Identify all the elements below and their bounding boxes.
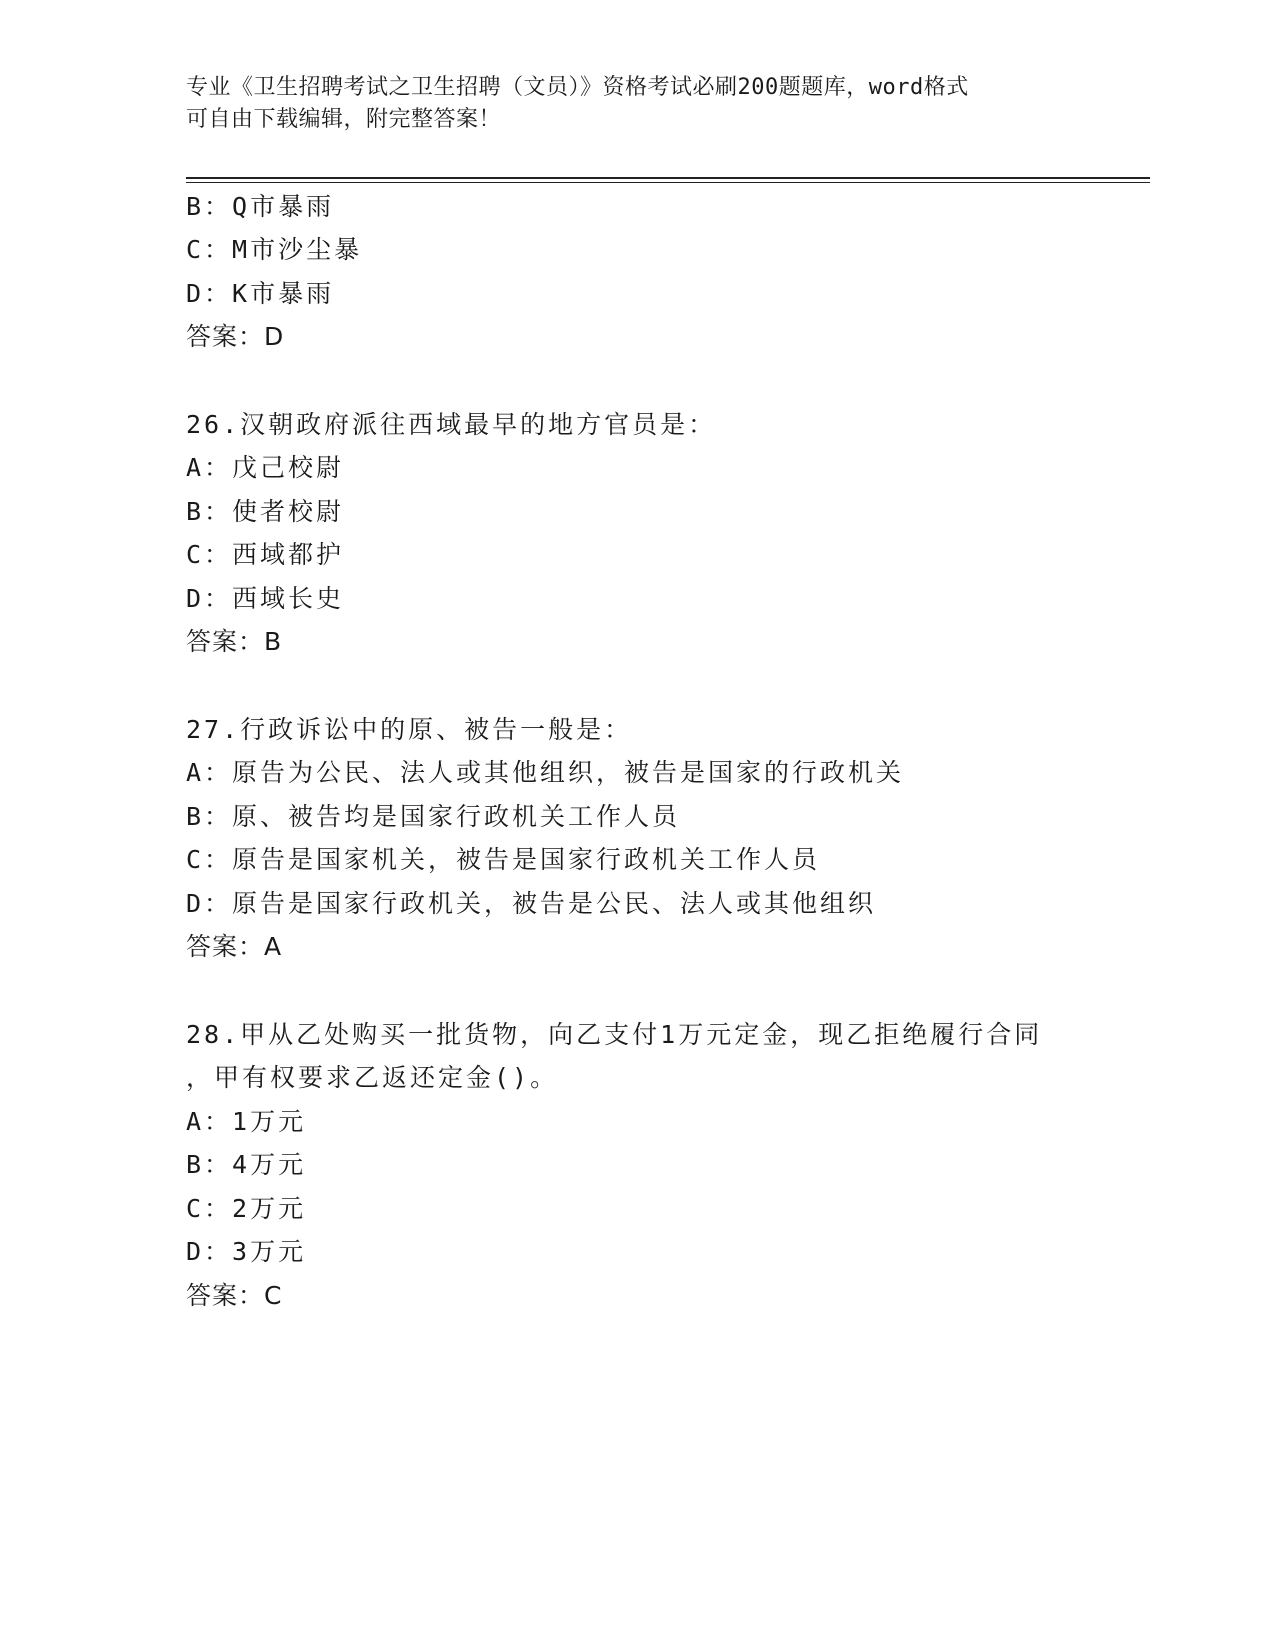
q25-option-b: B：Q市暴雨 [186,192,335,221]
q28-option-c: C：2万元 [186,1194,307,1223]
document-header [186,72,1066,136]
q26-stem: 26.汉朝政府派往西域最早的地方官员是： [186,410,717,439]
q28-stem-line-1: 28.甲从乙处购买一批货物，向乙支付1万元定金，现乙拒绝履行合同 [186,1020,1043,1049]
q27-option-d: D：原告是国家行政机关，被告是公民、法人或其他组织 [186,889,877,918]
header-line-2: 可自由下载编辑，附完整答案！ [186,107,502,132]
q27-answer: 答案：A [186,932,283,961]
q28-stem-line-2: ，甲有权要求乙返还定金()。 [186,1063,559,1092]
q28-answer: 答案：C [186,1281,283,1310]
q26-option-b: B：使者校尉 [186,497,345,526]
q26-answer: 答案：B [186,627,283,656]
q26-option-a: A：戊己校尉 [186,453,345,482]
q25-answer: 答案：D [186,322,285,351]
header-rule-thick [186,177,1150,179]
q27-stem: 27.行政诉讼中的原、被告一般是： [186,715,633,744]
q28-option-d: D：3万元 [186,1237,307,1266]
q27-option-a: A：原告为公民、法人或其他组织，被告是国家的行政机关 [186,758,905,787]
q25-option-d: D：K市暴雨 [186,279,335,308]
header-line-1: 专业《卫生招聘考试之卫生招聘（文员）》资格考试必刷200题题库，word格式 [186,75,969,100]
q26-option-c: C：西域都护 [186,540,345,569]
q26-option-d: D：西域长史 [186,584,345,613]
header-rule-thin [186,182,1150,183]
q27-option-c: C：原告是国家机关，被告是国家行政机关工作人员 [186,845,821,874]
q28-option-a: A：1万元 [186,1107,307,1136]
q28-option-b: B：4万元 [186,1150,307,1179]
q27-option-b: B：原、被告均是国家行政机关工作人员 [186,802,681,831]
q25-option-c: C：M市沙尘暴 [186,235,363,264]
